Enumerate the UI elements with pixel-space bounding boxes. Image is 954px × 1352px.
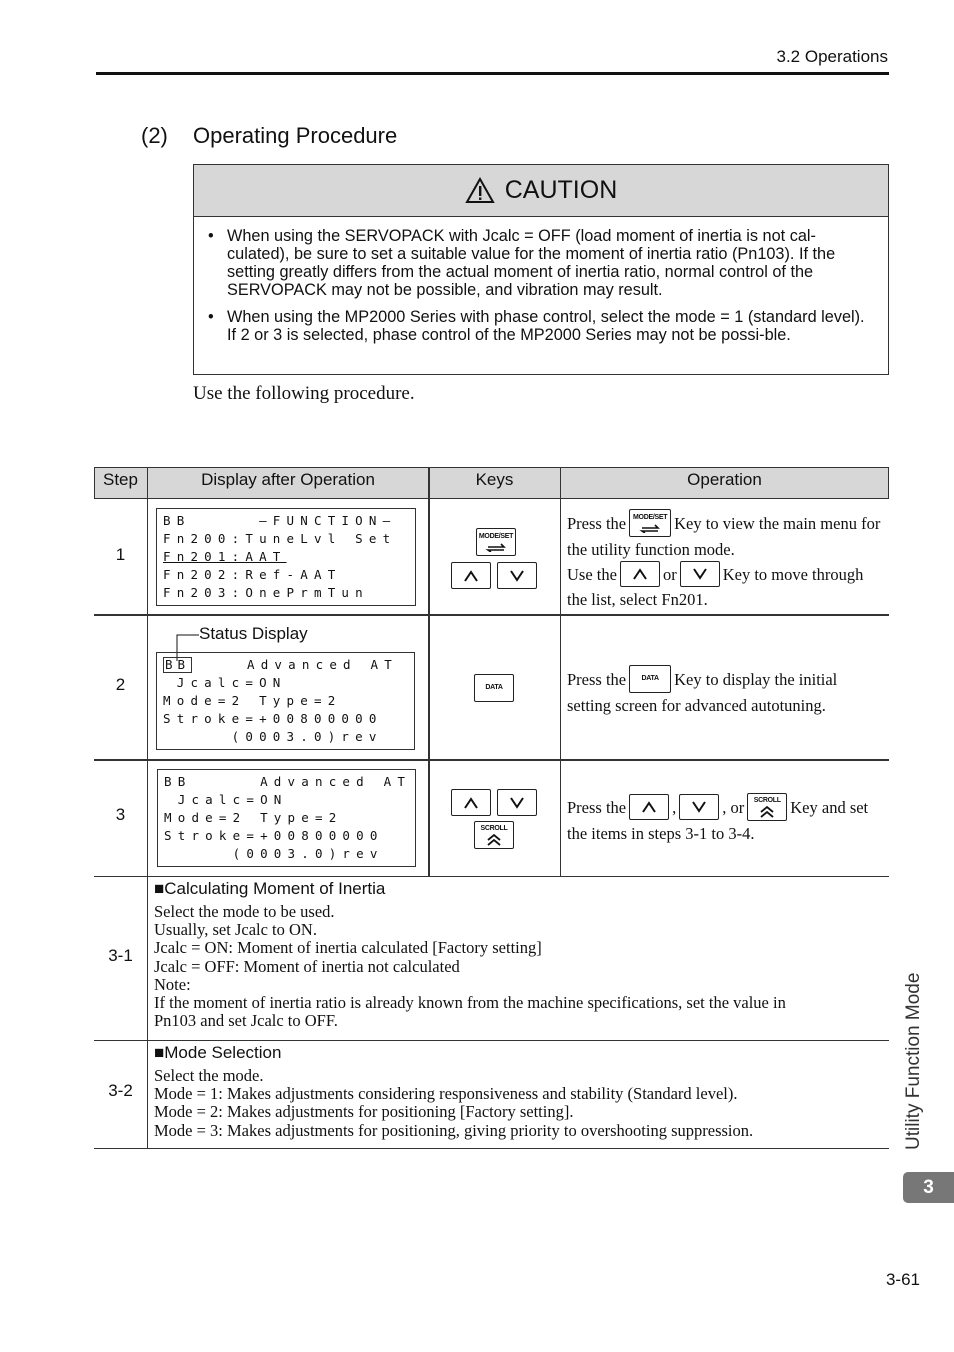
op-text: Press the: [567, 513, 627, 533]
lcd-line: Stroke=+00800000: [164, 828, 384, 843]
body-line: Mode = 3: Makes adjustments for positioning, giving priority to overshooting suppression.: [154, 1120, 754, 1140]
lcd-line-selected: Fn201:AAT: [163, 549, 287, 564]
data-key[interactable]: [474, 674, 514, 702]
op-text: ,: [672, 797, 677, 817]
table-rule: [147, 467, 148, 1149]
status-display-label: Status Display: [199, 624, 308, 643]
mode-set-key-label: MODE/SET: [633, 513, 668, 521]
body-line: Jcalc = OFF: Moment of inertia not calculated: [154, 956, 460, 976]
up-key[interactable]: [451, 562, 491, 589]
op-text: Use the: [567, 564, 617, 584]
procedure-title: Operating Procedure: [193, 123, 398, 148]
operation-text: [567, 511, 885, 560]
op-text: Press the: [567, 797, 627, 817]
bullet-dot: •: [208, 227, 214, 245]
caution-bullet: [206, 308, 876, 344]
operation-text: [567, 795, 885, 844]
down-key[interactable]: [497, 789, 537, 816]
double-up-arrow-icon: [758, 805, 776, 818]
scroll-key[interactable]: [474, 821, 514, 849]
lcd-line: Jcalc=ON: [164, 792, 288, 807]
up-key[interactable]: [451, 789, 491, 816]
lcd-line: Fn203:OnePrmTun: [163, 585, 369, 600]
lcd-line: Jcalc=ON: [163, 675, 287, 690]
down-arrow-icon: [691, 800, 707, 814]
scroll-key-label: SCROLL: [753, 796, 781, 804]
step-number: 1: [115, 545, 126, 564]
caution-header: [194, 165, 888, 217]
lcd-line: [163, 656, 414, 674]
scroll-key-label: SCROLL: [480, 824, 508, 832]
caution-bullet: [206, 227, 876, 299]
subsection-title: ■Mode Selection: [154, 1043, 282, 1062]
step-number: 3: [115, 805, 126, 824]
lcd-display: [156, 652, 415, 750]
cycle-arrows-icon: [485, 541, 507, 552]
down-arrow-icon: [509, 569, 525, 583]
table-rule: [428, 467, 430, 877]
lcd-text: Advanced AT: [192, 657, 398, 672]
body-line: Select the mode to be used.: [154, 902, 335, 921]
scroll-key-inline: [747, 793, 787, 821]
lcd-display: [156, 508, 416, 606]
operation-text: [567, 563, 885, 610]
table-rule: [94, 467, 95, 499]
op-text: , or: [722, 797, 745, 817]
lcd-line: Fn200:TuneLvl Set: [163, 531, 397, 546]
up-key-inline: [620, 561, 660, 587]
table-rule: [94, 876, 889, 877]
op-text: Key and set the items in steps 3-1 to 3-4.: [567, 797, 869, 843]
side-tab-label: Utility Function Mode: [903, 972, 924, 1150]
page-number: 3-61: [885, 1270, 920, 1289]
lcd-line: Mode=2 Type=2: [164, 810, 343, 825]
lcd-line: Mode=2 Type=2: [163, 693, 342, 708]
table-rule: [94, 467, 889, 468]
up-arrow-icon: [463, 569, 479, 583]
op-text: Key to view the main menu for the utility function mode.: [567, 513, 881, 559]
bullet-dot: •: [208, 308, 214, 326]
lcd-line: Fn202:Ref-AAT: [163, 567, 342, 582]
double-up-arrow-icon: [485, 833, 503, 846]
table-rule: [94, 614, 889, 616]
lcd-line: BB Advanced AT: [164, 774, 412, 789]
subsection-body: [154, 1067, 753, 1140]
lcd-line: Stroke=+00800000: [163, 711, 383, 726]
header-display: Display after Operation: [201, 470, 375, 489]
mode-set-key-label: MODE/SET: [478, 532, 514, 540]
mode-set-key[interactable]: [476, 528, 516, 556]
subsection-title: ■Calculating Moment of Inertia: [154, 879, 386, 898]
op-text: Key to display the initial setting screen for advanced autotuning.: [567, 669, 838, 715]
intro-text: Use the following procedure.: [193, 383, 415, 404]
section-header: 3.2 Operations: [776, 47, 888, 66]
caution-bullet-text: When using the SERVOPACK with Jcalc = OFF (load moment of inertia is not cal-culated), be sure to set a suitable value for the moment of inertia ratio (Pn103). If the setting greatly differs from the actual moment of inertia ratio, normal control of the SERVOPACK may not be possible, and vibration may result.: [227, 227, 836, 299]
data-key-label: DATA: [641, 675, 659, 682]
subsection-body: [154, 903, 786, 1030]
body-line: Select the mode.: [154, 1066, 264, 1085]
table-rule: [94, 1148, 889, 1149]
header-step: Step: [103, 470, 138, 489]
data-key-label: DATA: [485, 684, 503, 691]
table-rule: [888, 467, 889, 499]
status-display-bb: BB: [165, 657, 191, 672]
down-key-inline: [680, 561, 720, 587]
caution-body: [194, 217, 888, 344]
table-rule: [94, 759, 889, 761]
lcd-line: (0003.0)rev: [163, 729, 383, 744]
body-line: Mode = 1: Makes adjustments considering responsiveness and stability (Standard level).: [154, 1084, 738, 1104]
down-key[interactable]: [497, 562, 537, 589]
op-text: Key to move through the list, select Fn201.: [567, 564, 864, 609]
header-operation: Operation: [687, 470, 762, 489]
body-line: If the moment of inertia ratio is already known from the machine specifications, set the value in: [154, 993, 786, 1013]
body-line: Pn103 and set Jcalc to OFF.: [154, 1011, 338, 1031]
table-rule: [560, 467, 561, 877]
up-key-inline: [629, 794, 669, 820]
warning-triangle-icon: [465, 177, 495, 204]
lcd-line: (0003.0)rev: [164, 846, 384, 861]
down-arrow-icon: [509, 796, 525, 810]
caution-bullet-text: When using the MP2000 Series with phase control, select the mode = 1 (standard level). If 2 or 3 is selected, phase control of the MP2000 Series may not be possi-ble.: [227, 308, 865, 344]
chapter-tab: 3: [903, 1172, 954, 1203]
caution-title: CAUTION: [504, 176, 618, 204]
data-key-inline: [629, 665, 671, 693]
up-arrow-icon: [641, 800, 657, 814]
table-rule: [94, 498, 889, 499]
body-line: Note:: [154, 974, 191, 994]
operation-text: [567, 667, 885, 716]
cycle-arrows-icon: [639, 522, 661, 533]
lcd-line: BB —FUNCTION—: [163, 513, 397, 528]
down-arrow-icon: [692, 567, 708, 581]
header-keys: Keys: [475, 470, 514, 489]
table-rule: [94, 1040, 889, 1041]
caution-box: [193, 164, 889, 375]
step-number: 2: [115, 675, 126, 694]
procedure-heading: [141, 123, 397, 149]
op-text: Press the: [567, 669, 627, 689]
step-number: 3-1: [108, 946, 133, 965]
body-line: Mode = 2: Makes adjustments for positioning [Factory setting].: [154, 1102, 574, 1122]
down-key-inline: [679, 794, 719, 820]
procedure-number: (2): [141, 123, 168, 148]
mode-set-key-inline: [629, 509, 671, 537]
step-number: 3-2: [108, 1081, 133, 1100]
op-text: or: [662, 564, 677, 584]
up-arrow-icon: [632, 567, 648, 581]
header-rule: [96, 72, 889, 75]
body-line: Jcalc = ON: Moment of inertia calculated [Factory setting]: [154, 938, 542, 958]
lcd-display: [157, 769, 416, 867]
up-arrow-icon: [463, 796, 479, 810]
body-line: Usually, set Jcalc to ON.: [154, 920, 317, 940]
